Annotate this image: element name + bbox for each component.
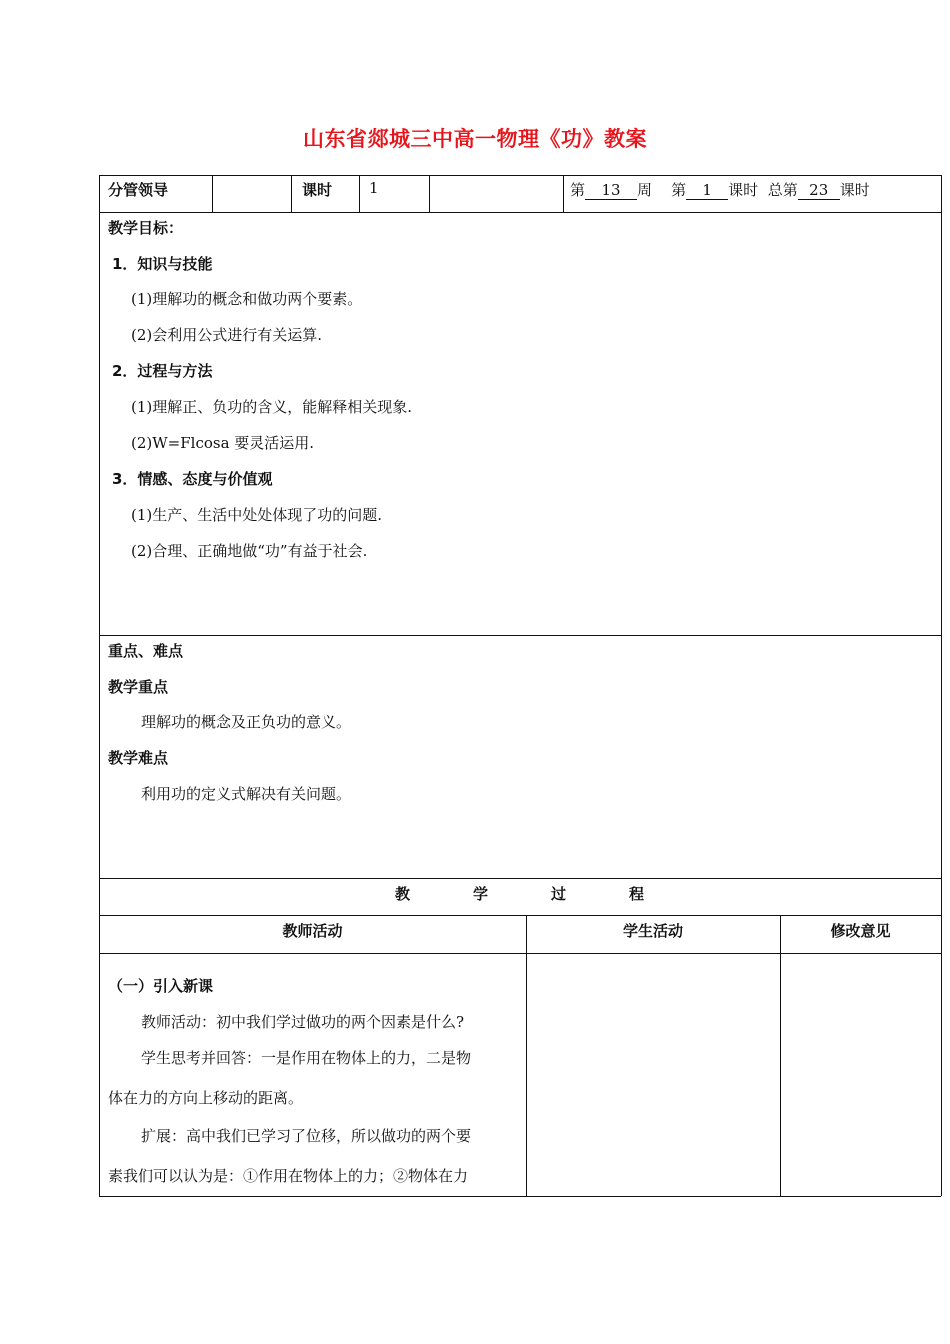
table-rule bbox=[429, 175, 430, 212]
table-rule bbox=[291, 175, 292, 212]
process-line: 扩展：高中我们已学习了位移，所以做功的两个要 bbox=[141, 1127, 472, 1145]
period-label: 课时 bbox=[302, 181, 333, 199]
table-rule bbox=[780, 915, 781, 1196]
schedule-di2: 第 bbox=[671, 181, 687, 199]
schedule-keshi: 课时 bbox=[728, 181, 759, 199]
difficulty-text: 利用功的定义式解决有关问题。 bbox=[141, 785, 352, 803]
lesson-number: 1 bbox=[686, 182, 728, 200]
focus-text: 理解功的概念及正负功的意义。 bbox=[141, 713, 352, 731]
process-line: 体在力的方向上移动的距离。 bbox=[108, 1089, 304, 1107]
table-rule bbox=[99, 878, 941, 879]
process-heading-char: 程 bbox=[629, 885, 645, 903]
objective-item: (1)理解正、负功的含义，能解释相关现象. bbox=[131, 398, 413, 416]
focus-title: 教学重点 bbox=[108, 678, 169, 696]
table-border-left bbox=[99, 175, 100, 1196]
objectives-heading: 教学目标： bbox=[108, 219, 184, 237]
table-border-top bbox=[99, 175, 941, 176]
objective-item: (1)理解功的概念和做功两个要素。 bbox=[131, 290, 363, 308]
objective-section-title: 1．知识与技能 bbox=[112, 255, 213, 273]
process-line: 学生思考并回答：一是作用在物体上的力，二是物 bbox=[141, 1049, 472, 1067]
document-title: 山东省郯城三中高一物理《功》教案 bbox=[303, 127, 647, 151]
objective-item: (2)合理、正确地做“功”有益于社会. bbox=[131, 542, 368, 560]
column-student-activity: 学生活动 bbox=[622, 922, 683, 940]
table-rule bbox=[526, 915, 527, 1196]
process-heading-char: 教 bbox=[395, 885, 411, 903]
process-line: 素我们可以认为是：①作用在物体上的力；②物体在力 bbox=[108, 1167, 469, 1185]
table-rule bbox=[563, 175, 564, 212]
supervisor-label: 分管领导 bbox=[108, 181, 169, 199]
column-revision-notes: 修改意见 bbox=[830, 922, 891, 940]
table-border-right bbox=[941, 175, 942, 1196]
table-border-bottom bbox=[99, 1196, 941, 1197]
schedule-zong: 总第 bbox=[767, 181, 798, 199]
process-heading-char: 学 bbox=[473, 885, 489, 903]
schedule-zhou: 周 bbox=[637, 181, 653, 199]
total-number: 23 bbox=[798, 182, 840, 200]
schedule-di: 第 bbox=[570, 181, 586, 199]
schedule-keshi2: 课时 bbox=[839, 181, 870, 199]
schedule-line bbox=[570, 179, 870, 200]
table-rule bbox=[99, 212, 941, 213]
key-points-heading: 重点、难点 bbox=[108, 642, 184, 660]
process-heading-char: 过 bbox=[551, 885, 567, 903]
table-rule bbox=[99, 635, 941, 636]
process-heading bbox=[395, 883, 707, 904]
objective-section-title: 2．过程与方法 bbox=[112, 362, 213, 380]
table-rule bbox=[99, 915, 941, 916]
difficulty-title: 教学难点 bbox=[108, 749, 169, 767]
period-value: 1 bbox=[369, 179, 379, 197]
table-rule bbox=[99, 953, 941, 954]
process-line: 教师活动：初中我们学过做功的两个因素是什么? bbox=[141, 1013, 465, 1031]
objective-item: (2)会利用公式进行有关运算. bbox=[131, 326, 323, 344]
table-rule bbox=[212, 175, 213, 212]
objective-item: (2)W=Flcosa 要灵活运用. bbox=[131, 434, 315, 452]
week-number: 13 bbox=[585, 182, 637, 200]
lesson-plan-table bbox=[99, 175, 941, 1196]
objective-section-title: 3．情感、态度与价值观 bbox=[112, 470, 273, 488]
objective-item: (1)生产、生活中处处体现了功的问题. bbox=[131, 506, 383, 524]
process-section-title: （一）引入新课 bbox=[108, 977, 214, 995]
table-rule bbox=[359, 175, 360, 212]
column-teacher-activity: 教师活动 bbox=[282, 922, 343, 940]
